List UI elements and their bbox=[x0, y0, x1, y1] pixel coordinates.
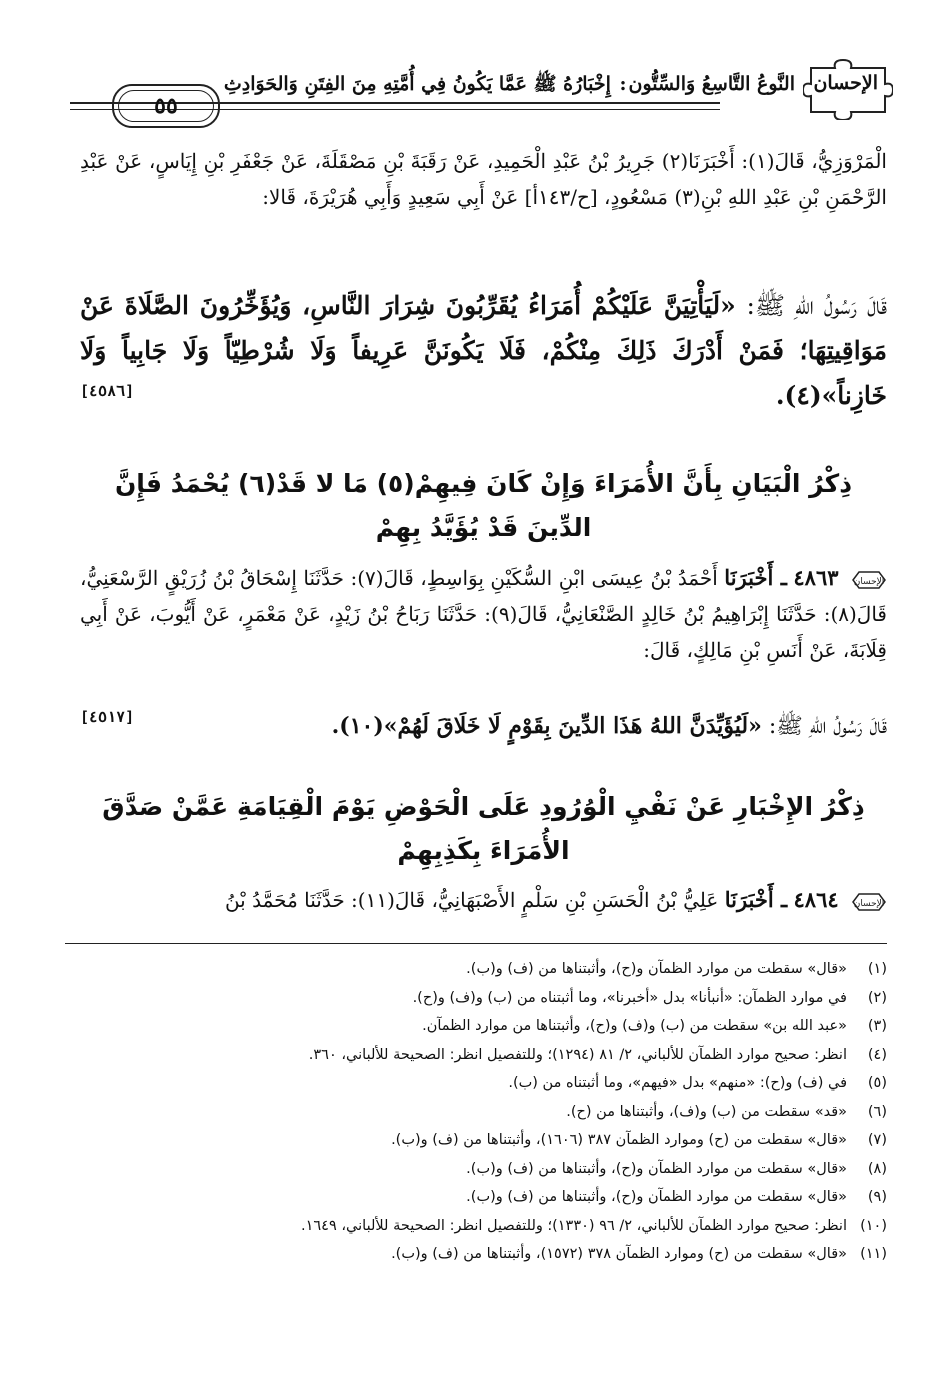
footnote-text: «قال» سقطت من (ح) وموارد الظمآن ٣٨٧ (١٦٠٦)، وأثبتناها من (ف) و(ب). bbox=[391, 1132, 847, 1148]
hadith-matn: «لَيُؤَيِّدَنَّ اللهُ هَذَا الدِّينَ بِقَوْمٍ لَا خَلَاقَ لَهُمْ»(١٠). bbox=[331, 713, 762, 739]
page-number: ٥٥ bbox=[118, 90, 214, 122]
footnote-item bbox=[75, 1041, 887, 1070]
footnote-text: «قال» سقطت من موارد الظمآن و(ح)، وأثبتناها من (ف) و(ب). bbox=[466, 961, 847, 977]
page-number-frame bbox=[112, 84, 220, 128]
svg-text:الإحسان: الإحسان bbox=[853, 898, 885, 909]
narration-text: أَحْمَدُ بْنُ عِيسَى ابْنِ السُّكَيْنِ بِوَاسِطٍ، قَالَ(٧): حَدَّثَنَا إِسْحَاقُ بْنُ زُرَيْقٍ الرَّسْعَنِيُّ، قَالَ(٨): حَدَّثَنَا إِبْرَاهِيمُ بْنُ خَالِدٍ الصَّنْعَانِيُّ، قَالَ(٩): حَدَّثَنَا رَبَاحُ بْنُ زَيْدٍ، عَنْ مَعْمَرٍ، عَنْ أَيُّوبَ، عَنْ أَبِي قِلَابَةَ، عَنْ أَنَسِ بْنِ مَالِكٍ، قَالَ: bbox=[80, 566, 887, 662]
footnote-text: «قد» سقطت من (ب) و(ف)، وأثبتناها من (ح). bbox=[566, 1103, 847, 1120]
footnote-number: (١٠) bbox=[860, 1217, 887, 1234]
footnote-number: (١) bbox=[867, 961, 887, 977]
footnote-number: (٧) bbox=[867, 1132, 887, 1148]
hadith-intro: قَالَ رَسُولُ اللهِ ﷺ: bbox=[768, 714, 887, 739]
narration-paragraph bbox=[80, 560, 887, 668]
footnote-number: (٢) bbox=[867, 989, 887, 1006]
footnote-separator bbox=[65, 943, 887, 944]
footnote-text: انظر: صحيح موارد الظمآن للألباني، ٢/ ٨١ (١٢٩٤)؛ وللتفصيل انظر: الصحيحة للألباني، ٣٦٠. bbox=[308, 1046, 847, 1063]
footnote-number: (٩) bbox=[867, 1189, 887, 1205]
hadith-intro: قَالَ رَسُولُ اللهِ ﷺ: bbox=[746, 291, 887, 320]
footnotes bbox=[75, 955, 887, 1269]
hadith-text bbox=[80, 706, 887, 747]
footnote-item bbox=[75, 1098, 887, 1127]
footnote-text: «قال» سقطت من (ح) وموارد الظمآن ٣٧٨ (١٥٧٢)، وأثبتناها من (ف) و(ب). bbox=[391, 1246, 847, 1262]
footnote-text: في (ف) و(ح): «منهم» بدل «فيهم»، وما أثبتناه من (ب). bbox=[508, 1075, 847, 1091]
footnote-item bbox=[75, 1069, 887, 1098]
chapter-heading: ذِكْرُ الْبَيَانِ بِأَنَّ الأُمَرَاءَ وَإِنْ كَانَ فِيهِمْ(٥) مَا لا قَدْ(٦) يُحْمَدُ فَإِنَّ الدِّينَ قَدْ يُؤَيَّدُ بِهِمْ bbox=[114, 469, 853, 542]
footnote-item bbox=[75, 1012, 887, 1041]
hadith-matn: «لَيَأْتِيَنَّ عَلَيْكُمْ أُمَرَاءُ يُقَرِّبُونَ شِرَارَ النَّاسِ، وَيُؤَخِّرُونَ الصَّلَاةَ عَنْ مَوَاقِيتِهَا؛ فَمَنْ أَدْرَكَ ذَلِكَ مِنْكُمْ، فَلَا يَكُونَنَّ عَرِيفاً وَلَا شُرْطِيّاً وَلَا جَابِياً وَلَا خَازِناً»(٤). bbox=[80, 291, 887, 410]
header-rule-left bbox=[70, 102, 108, 110]
isnad-paragraph: الْمَرْوَزِيُّ، قَالَ(١): أَخْبَرَنَا(٢) جَرِيرُ بْنُ عَبْدِ الْحَمِيدِ، عَنْ رَقَبَةَ بْنِ مَصْقَلَةَ، عَنْ جَعْفَرِ بْنِ إِيَاسٍ، عَنْ عَبْدِ الرَّحْمَنِ بْنِ عَبْدِ اللهِ بْنِ(٣) مَسْعُودٍ، [ح/١٤٣أ] عَنْ أَبِي سَعِيدٍ وَأَبِي هُرَيْرَةَ، قَالا: bbox=[80, 149, 887, 209]
footnote-number: (٥) bbox=[867, 1075, 887, 1091]
narration-verb: ـ أَخْبَرَنَا bbox=[724, 565, 787, 590]
hadith-number: ٤٨٦٣ bbox=[793, 565, 839, 590]
footnote-text: «قال» سقطت من موارد الظمآن و(ح)، وأثبتناها من (ف) و(ب). bbox=[466, 1189, 847, 1205]
footnote-item bbox=[75, 955, 887, 984]
narration-paragraph bbox=[80, 882, 887, 918]
header-subtitle: إِخْبَارُهُ ﷺ عَمَّا يَكُونُ فِي أُمَّتِهِ مِنَ الفِتَنِ وَالحَوَادِثِ bbox=[223, 73, 611, 95]
svg-text:الإحسان: الإحسان bbox=[853, 576, 885, 587]
header-title: النَّوعُ التَّاسِعُ وَالسِّتُّون bbox=[628, 73, 795, 95]
narration-verb: ـ أَخْبَرَنَا bbox=[724, 887, 788, 912]
chapter-heading: ذِكْرُ الإِخْبَارِ عَنْ نَفْيِ الْوُرُودِ عَلَى الْحَوْضِ يَوْمَ الْقِيَامَةِ عَمَّنْ صَدَّقَ الأُمَرَاءَ بِكَذِبِهِمْ bbox=[102, 792, 865, 865]
footnote-item bbox=[75, 1183, 887, 1212]
running-header: النَّوعُ التَّاسِعُ وَالسِّتُّون: إِخْبَارُهُ ﷺ عَمَّا يَكُونُ فِي أُمَّتِهِ مِنَ الفِتَنِ وَالحَوَادِثِ bbox=[223, 73, 795, 95]
footnote-item bbox=[75, 1212, 887, 1241]
page-header bbox=[70, 58, 890, 128]
footnote-text: في موارد الظمآن: «أنبأنا» بدل «أخبرنا»، وما أثبتناه من (ب) و(ف) و(ح). bbox=[412, 989, 847, 1006]
footnote-item bbox=[75, 1126, 887, 1155]
ornament-badge-icon bbox=[851, 569, 887, 591]
footnote-text: «عبد الله بن» سقطت من (ب) و(ف) و(ح)، وأثبتناها من موارد الظمآن. bbox=[422, 1018, 847, 1034]
footnote-item bbox=[75, 984, 887, 1013]
footnote-text: «قال» سقطت من موارد الظمآن و(ح)، وأثبتناها من (ف) و(ب). bbox=[466, 1160, 847, 1177]
section-label: الإحسان bbox=[813, 72, 878, 94]
footnote-number: (٣) bbox=[867, 1018, 887, 1034]
footnote-item bbox=[75, 1240, 887, 1269]
hadith-reference: [٤٥٨٦] bbox=[80, 382, 135, 400]
ornament-badge-icon bbox=[851, 891, 887, 913]
hadith-reference: [٤٥١٧] bbox=[80, 708, 135, 726]
footnote-item bbox=[75, 1155, 887, 1184]
hadith-number: ٤٨٦٤ bbox=[793, 887, 839, 912]
footnote-number: (١١) bbox=[860, 1246, 887, 1262]
footnote-text: انظر: صحيح موارد الظمآن للألباني، ٢/ ٩٦ (١٣٣٠)؛ وللتفصيل انظر: الصحيحة للألباني، ١٦٤٩. bbox=[301, 1217, 847, 1234]
footnote-number: (٦) bbox=[867, 1103, 887, 1120]
hadith-text bbox=[80, 283, 887, 418]
narration-text: عَلِيُّ بْنُ الْحَسَنِ بْنِ سَلْمٍ الأَصْبَهَانِيُّ، قَالَ(١١): حَدَّثَنَا مُحَمَّدُ بْنُ bbox=[224, 888, 719, 912]
footnote-number: (٨) bbox=[867, 1160, 887, 1177]
footnote-number: (٤) bbox=[867, 1046, 887, 1063]
